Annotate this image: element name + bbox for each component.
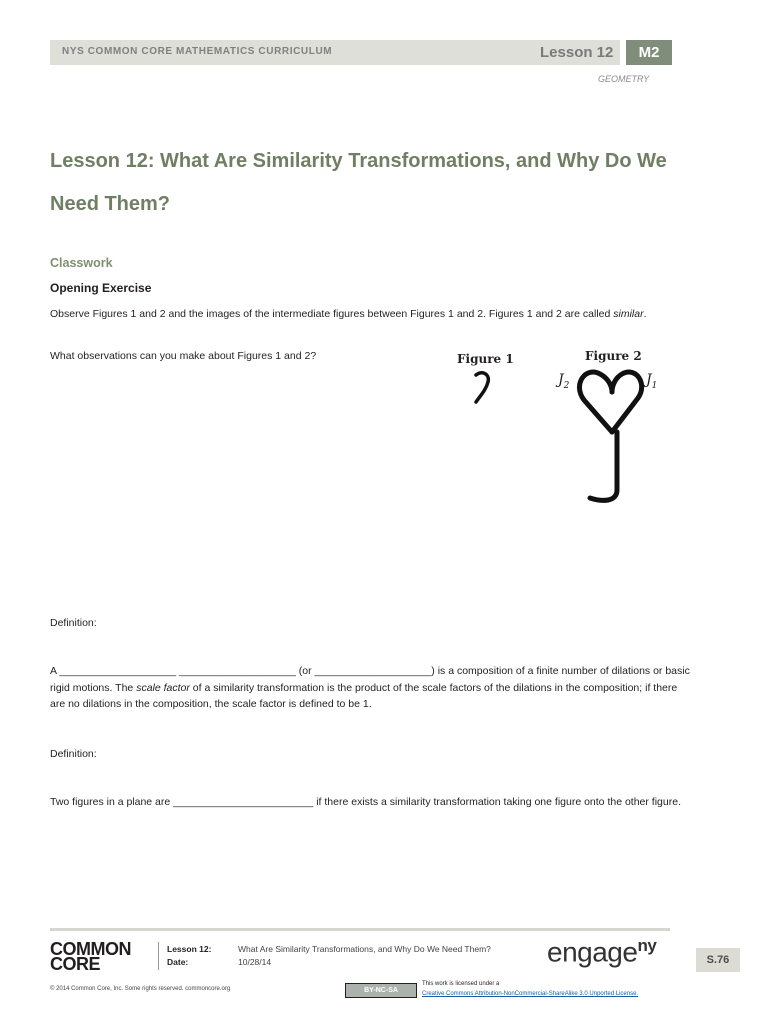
definition-text-end: of a similarity transformation is the product of the scale factors of the dilations in the composition; if there are no dilations in the composition, the scale factor is defined to be 1. (50, 681, 678, 710)
observation-question: What observations can you make about Figures 1 and 2? (50, 350, 317, 362)
definition-text: A ____________________ ____________________ (or ____________________) is a composition of a finite number of dilations or basic rigid motions. The (50, 665, 690, 694)
subject-label: GEOMETRY (598, 74, 650, 84)
figure-1-hook (476, 373, 488, 402)
brand-text: engage (547, 936, 638, 968)
similarity-figures (440, 340, 680, 510)
figure-1-label: Figure 1 (457, 352, 514, 366)
classwork-heading: Classwork (50, 256, 113, 270)
engageny-logo (547, 936, 656, 968)
paragraph-text: Observe Figures 1 and 2 and the images of the intermediate figures between Figures 1 and 2. Figures 1 and 2 are called (50, 308, 614, 320)
figure-2-stem (590, 432, 617, 500)
lesson-title: Lesson 12: What Are Similarity Transformations, and Why Do We Need Them? (50, 150, 667, 215)
scale-factor-term: scale factor (136, 681, 190, 694)
module-badge: M2 (626, 40, 672, 65)
footer-date: 10/28/14 (238, 957, 272, 967)
similarity-transformation-definition (50, 663, 690, 713)
footer-lesson-label: Lesson 12: (167, 944, 212, 954)
curriculum-label: NYS COMMON CORE MATHEMATICS CURRICULUM (62, 46, 333, 57)
paragraph-text-end: . (643, 308, 647, 320)
similar-term: similar (613, 308, 644, 320)
definition-1-label: Definition: (50, 617, 97, 629)
brand-superscript: ny (637, 936, 657, 955)
j2-letter: J (558, 372, 564, 388)
similar-figures-definition: Two figures in a plane are ________________________ if there exists a similarity transformation taking one figure onto the other figure. (50, 796, 681, 808)
definition-2-label: Definition: (50, 748, 97, 760)
lesson-label: Lesson 12 (540, 44, 614, 61)
license-text: This work is licensed under a (422, 981, 500, 987)
logo-line-1: COMMON (50, 939, 131, 959)
common-core-logo (50, 939, 131, 974)
copyright-notice: © 2014 Common Core, Inc. Some rights reserved. commoncore.org (50, 986, 231, 992)
figure-2-right-lobe (612, 372, 642, 432)
logo-line-2: CORE (50, 954, 101, 974)
footer-date-label: Date: (167, 957, 189, 967)
creative-commons-badge[interactable]: BY-NC-SA (345, 983, 417, 998)
j2-subscript: 2 (563, 380, 570, 391)
footer-separator (158, 942, 159, 970)
footer-lesson-title: What Are Similarity Transformations, and Why Do We Need Them? (238, 944, 491, 954)
figure-2-left-lobe (579, 372, 612, 432)
j1-letter: J (646, 372, 652, 388)
license-link[interactable]: Creative Commons Attribution-NonCommercial-ShareAlike 3.0 Unported License. (422, 991, 639, 997)
footer-divider (50, 928, 670, 931)
opening-exercise-heading: Opening Exercise (50, 281, 152, 295)
figure-2-label: Figure 2 (585, 349, 642, 363)
page-number: S.76 (696, 948, 740, 972)
opening-exercise-paragraph (50, 306, 690, 323)
j1-subscript: 1 (651, 380, 658, 391)
